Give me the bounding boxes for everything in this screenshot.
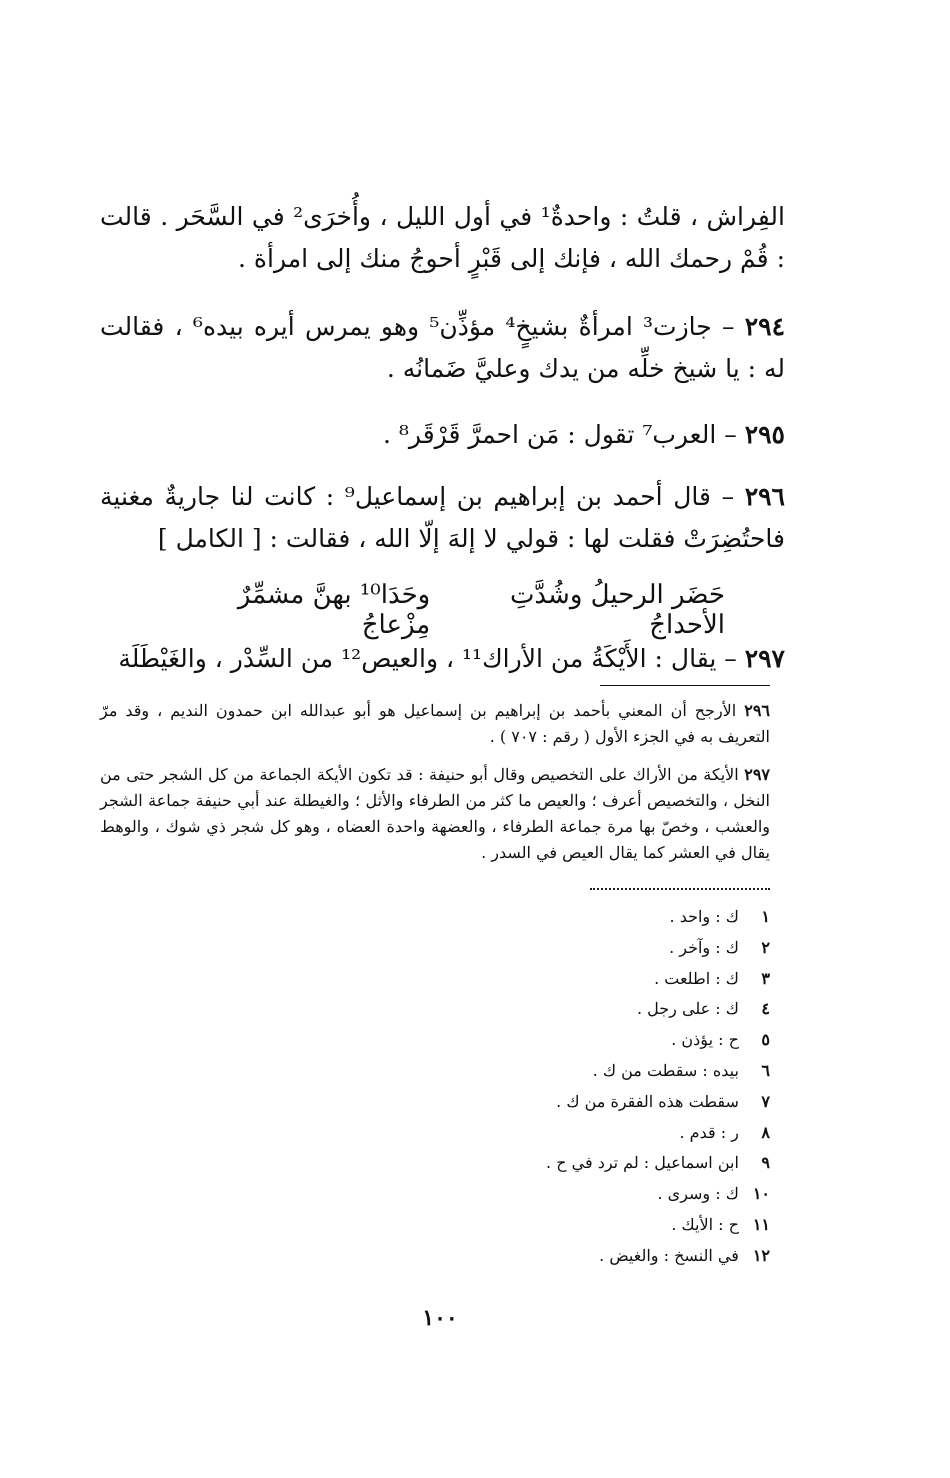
verse-hemistich-first: حَضَر الرحيلُ وشُدَّتِ الأحداجُ (509, 580, 725, 640)
entry-number: ٢٩٤ (744, 312, 786, 341)
variant-number: ٣ (761, 968, 770, 988)
variant-number: ٩ (761, 1153, 770, 1173)
entry-text: – قال أحمد بن إبراهيم بن إسماعيل⁹ : كانت لنا جاريةٌ مغنية فاحتُضِرَتْ فقلت لها : قولي لا إلهَ إلّا الله ، فقالت : [ الكامل ] (100, 482, 785, 553)
verse-hemistich-second: وحَدَا¹⁰ بهنَّ مشمِّرٌ مِزْعاجُ (237, 580, 431, 640)
entry-number: ٢٩٧ (744, 644, 785, 673)
variant-number: ٤ (761, 999, 770, 1019)
footnote-296 (100, 698, 770, 754)
variant-item (400, 1210, 770, 1241)
entry-text: – العرب⁷ تقول : مَن احمرَّ قَرْقَر⁸ . (382, 420, 737, 449)
variant-number: ٨ (761, 1122, 770, 1142)
footnote-number: ٢٩٦ (744, 701, 770, 720)
variant-text: ر : قدم . (679, 1122, 739, 1142)
variant-text: بيده : سقطت من ك . (592, 1060, 739, 1080)
variant-readings-list (400, 902, 770, 1272)
variant-text: ح : الأيك . (671, 1214, 739, 1234)
footnote-separator (600, 685, 770, 686)
variant-item (400, 902, 770, 933)
variant-text: سقطت هذه الفقرة من ك . (556, 1091, 739, 1111)
footnote-number: ٢٩٧ (744, 765, 770, 784)
footnote-text: الأيكة من الأراك على التخصيص وقال أبو حنيفة : قد تكون الأيكة الجماعة من كل الشجر حتى من النخل ، والتخصيص أعرف ؛ والعيص ما كثر من الطرفاء والأثل ؛ والغيطلة عند أبي حنيفة جماعة الشجر والعشب ، وخصّ بها مرة جماعة الطرفاء ، والعضهة واحدة العضاه ، وهو كل شجر ذي شوك ، والوهط يقال في العشر كما يقال العيص في السدر . (100, 765, 770, 862)
variant-number: ٢ (761, 937, 770, 957)
footnote-text: الأرجح أن المعني بأحمد بن إبراهيم بن إسماعيل هو أبو عبدالله ابن حمدون النديم ، وقد مرّ التعريف به في الجزء الأول ( رقم : ٧٠٧ ) . (100, 701, 770, 746)
variant-number: ١٠ (752, 1184, 770, 1204)
entry-296 (100, 476, 785, 560)
entry-number: ٢٩٥ (744, 420, 785, 449)
variants-separator (590, 888, 770, 890)
page-number: ١٠٠ (422, 1305, 458, 1331)
variant-item (400, 1179, 770, 1210)
variant-number: ١ (761, 907, 770, 926)
variant-text: ك : على رجل . (636, 999, 739, 1019)
paragraph-continued (100, 196, 785, 280)
variant-item (400, 933, 770, 964)
entry-number: ٢٩٦ (744, 482, 785, 511)
variant-item (400, 1025, 770, 1056)
variant-text: في النسخ : والغيض . (599, 1245, 739, 1265)
variant-text: ك : وآخر . (669, 937, 739, 957)
entry-297 (100, 638, 785, 680)
entry-text: – يقال : الأَيْكَةُ من الأراك¹¹ ، والعيص¹² من السِّدْر ، والغَيْطَلَة (118, 644, 737, 673)
variant-text: ك : واحد . (669, 907, 739, 926)
variant-number: ١١ (752, 1214, 770, 1234)
variant-number: ١٢ (752, 1245, 770, 1265)
entry-295 (100, 414, 785, 456)
entry-text: – جازت³ امرأةٌ بشيخٍ⁴ مؤذِّن⁵ وهو يمرس أيره بيده⁶ ، فقالت له : يا شيخ خلِّه من يدك وعليَّ ضَمانُه . (100, 312, 785, 383)
variant-text: ك : اطلعت . (654, 968, 739, 988)
variant-item (400, 1056, 770, 1087)
variant-item (400, 1118, 770, 1149)
footnote-297 (100, 762, 770, 870)
variant-item (400, 964, 770, 995)
entry-294 (100, 306, 785, 390)
variant-number: ٦ (761, 1060, 770, 1080)
variant-item (400, 1241, 770, 1272)
variant-number: ٧ (761, 1091, 770, 1111)
variant-item (400, 1148, 770, 1179)
variant-text: ح : يؤذن . (671, 1030, 739, 1050)
poem-verse (165, 580, 725, 640)
variant-text: ابن اسماعيل : لم ترد في ح . (546, 1153, 739, 1173)
paragraph-text: الفِراش ، قلتُ : واحدةٌ¹ في أول الليل ، وأُخرَى² في السَّحَر . قالت : قُمْ رحمك الله ، فإنك إلى قَبْرٍ أحوجُ منك إلى امرأة . (100, 202, 785, 273)
variant-item (400, 994, 770, 1025)
variant-number: ٥ (761, 1030, 770, 1050)
variant-item (400, 1087, 770, 1118)
variant-text: ك : وسرى . (657, 1184, 739, 1204)
